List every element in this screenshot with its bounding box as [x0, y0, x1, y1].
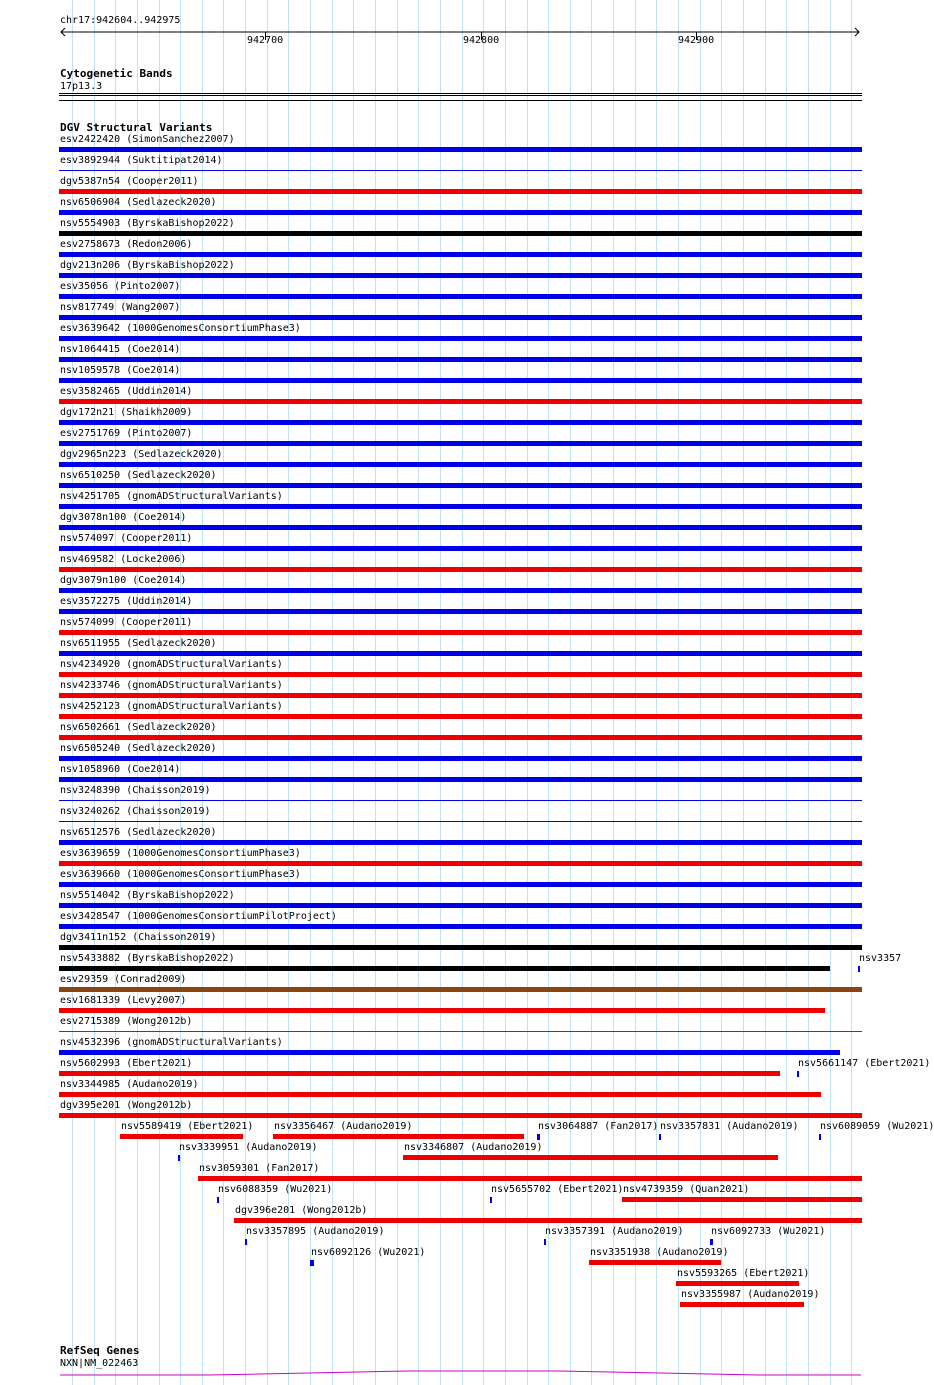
dgv-feature-bar[interactable] — [59, 504, 862, 509]
dgv-feature-label[interactable]: nsv3355987 (Audano2019) — [681, 1289, 820, 1300]
dgv-feature-label[interactable]: nsv5554903 (ByrskaBishop2022) — [60, 218, 235, 229]
dgv-feature-bar[interactable] — [59, 945, 862, 950]
dgv-feature-label[interactable]: nsv5602993 (Ebert2021) — [60, 1058, 193, 1069]
dgv-feature-label[interactable]: esv35056 (Pinto2007) — [60, 281, 181, 292]
dgv-feature-bar[interactable] — [403, 1155, 778, 1160]
dgv-feature-bar[interactable] — [59, 378, 862, 383]
dgv-feature-bar[interactable] — [59, 315, 862, 320]
dgv-feature-bar[interactable] — [273, 1134, 524, 1139]
dgv-feature-bar[interactable] — [659, 1134, 661, 1140]
dgv-feature-bar[interactable] — [178, 1155, 180, 1161]
dgv-feature-bar[interactable] — [59, 252, 862, 257]
dgv-feature-label[interactable]: nsv1058960 (Coe2014) — [60, 764, 181, 775]
dgv-feature-bar[interactable] — [59, 336, 862, 341]
dgv-feature-label[interactable]: nsv3339951 (Audano2019) — [179, 1142, 318, 1153]
dgv-feature-bar[interactable] — [234, 1218, 862, 1223]
dgv-feature-bar[interactable] — [59, 903, 862, 908]
dgv-feature-bar[interactable] — [59, 588, 862, 593]
dgv-feature-label[interactable]: dgv3411n152 (Chaisson2019) — [60, 932, 217, 943]
dgv-feature-label[interactable]: nsv574099 (Cooper2011) — [60, 617, 193, 628]
dgv-feature-label[interactable]: nsv6511955 (Sedlazeck2020) — [60, 638, 217, 649]
dgv-feature-bar[interactable] — [59, 821, 862, 822]
dgv-feature-bar[interactable] — [59, 1092, 821, 1097]
dgv-feature-label[interactable]: nsv5593265 (Ebert2021) — [677, 1268, 810, 1279]
dgv-feature-bar[interactable] — [310, 1260, 314, 1266]
dgv-feature-bar[interactable] — [59, 170, 862, 171]
dgv-feature-bar[interactable] — [59, 1113, 862, 1118]
refseq-track-title[interactable]: RefSeq Genes — [60, 1344, 140, 1357]
dgv-feature-label[interactable]: nsv3357895 (Audano2019) — [246, 1226, 385, 1237]
dgv-feature-label[interactable]: nsv3357391 (Audano2019) — [545, 1226, 684, 1237]
dgv-feature-label[interactable]: nsv3059301 (Fan2017) — [199, 1163, 320, 1174]
cytoband-line — [59, 95, 862, 96]
dgv-feature-label[interactable]: esv3892944 (Suktitipat2014) — [60, 155, 223, 166]
dgv-feature-bar[interactable] — [59, 294, 862, 299]
dgv-feature-label[interactable]: nsv5514042 (ByrskaBishop2022) — [60, 890, 235, 901]
refseq-gene-label[interactable]: NXN|NM_022463 — [60, 1358, 139, 1369]
dgv-feature-label[interactable]: nsv4252123 (gnomADStructuralVariants) — [60, 701, 283, 712]
dgv-feature-label[interactable]: esv1681339 (Levy2007) — [60, 995, 187, 1006]
dgv-feature-label[interactable]: esv29359 (Conrad2009) — [60, 974, 187, 985]
dgv-feature-bar[interactable] — [858, 966, 860, 972]
dgv-feature-bar[interactable] — [59, 189, 862, 194]
dgv-feature-label[interactable]: esv3572275 (Uddin2014) — [60, 596, 193, 607]
cytoband-track-title[interactable]: Cytogenetic Bands — [60, 67, 173, 80]
dgv-feature-bar[interactable] — [537, 1134, 540, 1140]
track-divider — [59, 100, 862, 101]
dgv-feature-label[interactable]: nsv6502661 (Sedlazeck2020) — [60, 722, 217, 733]
dgv-feature-bar[interactable] — [245, 1239, 247, 1245]
dgv-feature-label[interactable]: nsv1064415 (Coe2014) — [60, 344, 181, 355]
dgv-feature-bar[interactable] — [59, 651, 862, 656]
ruler-tick-label: 942900 — [678, 35, 715, 46]
dgv-feature-label[interactable]: nsv5661147 (Ebert2021) — [798, 1058, 931, 1069]
dgv-feature-label[interactable]: nsv3344985 (Audano2019) — [60, 1079, 199, 1090]
dgv-feature-bar[interactable] — [59, 861, 862, 866]
dgv-feature-bar[interactable] — [59, 672, 862, 677]
dgv-feature-label[interactable]: esv3428547 (1000GenomesConsortiumPilotProject) — [60, 911, 337, 922]
cytoband-line — [59, 93, 862, 94]
dgv-feature-label[interactable]: esv3639642 (1000GenomesConsortiumPhase3) — [60, 323, 301, 334]
dgv-feature-bar[interactable] — [490, 1197, 492, 1203]
dgv-feature-bar[interactable] — [59, 546, 862, 551]
dgv-feature-label[interactable]: nsv574097 (Cooper2011) — [60, 533, 193, 544]
dgv-feature-label[interactable]: nsv1059578 (Coe2014) — [60, 365, 181, 376]
dgv-feature-bar[interactable] — [217, 1197, 219, 1203]
dgv-feature-label[interactable]: dgv396e201 (Wong2012b) — [235, 1205, 368, 1216]
dgv-feature-label[interactable]: nsv3240262 (Chaisson2019) — [60, 806, 211, 817]
dgv-feature-bar[interactable] — [59, 273, 862, 278]
dgv-feature-label[interactable]: esv3639659 (1000GenomesConsortiumPhase3) — [60, 848, 301, 859]
dgv-feature-bar[interactable] — [59, 800, 862, 801]
dgv-feature-bar[interactable] — [59, 420, 862, 425]
dgv-feature-label[interactable]: nsv6089059 (Wu2021) — [820, 1121, 934, 1132]
dgv-feature-label[interactable]: nsv3357 — [859, 953, 902, 964]
dgv-feature-label[interactable]: nsv4532396 (gnomADStructuralVariants) — [60, 1037, 283, 1048]
dgv-feature-label[interactable]: nsv3357831 (Audano2019) — [660, 1121, 799, 1132]
dgv-feature-bar[interactable] — [676, 1281, 799, 1286]
dgv-feature-bar[interactable] — [59, 147, 862, 152]
dgv-feature-label[interactable]: nsv3346807 (Audano2019) — [404, 1142, 543, 1153]
dgv-feature-bar[interactable] — [59, 1071, 780, 1076]
dgv-feature-bar[interactable] — [544, 1239, 546, 1245]
dgv-feature-label[interactable]: nsv4234920 (gnomADStructuralVariants) — [60, 659, 283, 670]
dgv-feature-bar[interactable] — [59, 210, 862, 215]
dgv-feature-label[interactable]: dgv5387n54 (Cooper2011) — [60, 176, 199, 187]
dgv-feature-bar[interactable] — [797, 1071, 799, 1077]
dgv-feature-label[interactable]: nsv6510250 (Sedlazeck2020) — [60, 470, 217, 481]
ruler-position-label: chr17:942604..942975 — [60, 15, 181, 26]
dgv-feature-label[interactable]: esv2758673 (Redon2006) — [60, 239, 193, 250]
dgv-feature-bar[interactable] — [589, 1260, 721, 1265]
ruler-tick-label: 942700 — [247, 35, 284, 46]
dgv-feature-bar[interactable] — [819, 1134, 821, 1140]
dgv-feature-label[interactable]: esv3582465 (Uddin2014) — [60, 386, 193, 397]
dgv-feature-bar[interactable] — [622, 1197, 862, 1202]
dgv-feature-bar[interactable] — [59, 924, 862, 929]
refseq-gene-line[interactable] — [59, 1368, 863, 1378]
dgv-feature-bar[interactable] — [59, 609, 862, 614]
dgv-feature-label[interactable]: dgv395e201 (Wong2012b) — [60, 1100, 193, 1111]
ruler-tick-label: 942800 — [463, 35, 500, 46]
dgv-feature-bar[interactable] — [59, 714, 862, 719]
dgv-feature-label[interactable]: esv2715389 (Wong2012b) — [60, 1016, 193, 1027]
dgv-feature-bar[interactable] — [59, 966, 830, 971]
dgv-feature-bar[interactable] — [680, 1302, 804, 1307]
dgv-feature-bar[interactable] — [59, 483, 862, 488]
dgv-feature-label[interactable]: nsv6506904 (Sedlazeck2020) — [60, 197, 217, 208]
dgv-feature-label[interactable]: nsv3351938 (Audano2019) — [590, 1247, 729, 1258]
dgv-feature-label[interactable]: nsv6512576 (Sedlazeck2020) — [60, 827, 217, 838]
dgv-feature-label[interactable]: nsv6092733 (Wu2021) — [711, 1226, 826, 1237]
dgv-feature-label[interactable]: esv2751769 (Pinto2007) — [60, 428, 193, 439]
dgv-feature-label[interactable]: nsv4251705 (gnomADStructuralVariants) — [60, 491, 283, 502]
dgv-feature-bar[interactable] — [59, 987, 862, 992]
dgv-feature-label[interactable]: nsv3248390 (Chaisson2019) — [60, 785, 211, 796]
dgv-feature-bar[interactable] — [59, 840, 862, 845]
cytoband-label: 17p13.3 — [60, 81, 103, 92]
dgv-feature-bar[interactable] — [59, 441, 862, 446]
dgv-feature-bar[interactable] — [59, 1008, 825, 1013]
dgv-feature-label[interactable]: esv2422420 (SimonSanchez2007) — [60, 134, 235, 145]
dgv-feature-label[interactable]: nsv3356467 (Audano2019) — [274, 1121, 413, 1132]
dgv-feature-label[interactable]: dgv213n206 (ByrskaBishop2022) — [60, 260, 235, 271]
dgv-feature-label[interactable]: nsv5655702 (Ebert2021) — [491, 1184, 624, 1195]
dgv-feature-label[interactable]: nsv3064887 (Fan2017) — [538, 1121, 659, 1132]
dgv-feature-bar[interactable] — [59, 567, 862, 572]
dgv-feature-label[interactable]: nsv6088359 (Wu2021) — [218, 1184, 333, 1195]
dgv-feature-label[interactable]: nsv4233746 (gnomADStructuralVariants) — [60, 680, 283, 691]
dgv-feature-bar[interactable] — [59, 693, 862, 698]
dgv-feature-label[interactable]: dgv3078n100 (Coe2014) — [60, 512, 187, 523]
dgv-feature-label[interactable]: nsv6092126 (Wu2021) — [311, 1247, 426, 1258]
dgv-feature-label[interactable]: dgv2965n223 (Sedlazeck2020) — [60, 449, 223, 460]
dgv-feature-label[interactable]: esv3639660 (1000GenomesConsortiumPhase3) — [60, 869, 301, 880]
ruler-axis — [59, 26, 863, 38]
dgv-feature-bar[interactable] — [59, 735, 862, 740]
dgv-feature-bar[interactable] — [59, 756, 862, 761]
dgv-track-title[interactable]: DGV Structural Variants — [60, 121, 213, 134]
dgv-feature-label[interactable]: dgv172n21 (Shaikh2009) — [60, 407, 193, 418]
dgv-feature-bar[interactable] — [59, 882, 862, 887]
dgv-feature-bar[interactable] — [59, 231, 862, 236]
dgv-feature-bar[interactable] — [710, 1239, 713, 1245]
dgv-feature-label[interactable]: nsv469582 (Locke2006) — [60, 554, 187, 565]
dgv-feature-bar[interactable] — [198, 1176, 862, 1181]
dgv-feature-bar[interactable] — [59, 357, 862, 362]
dgv-feature-label[interactable]: nsv4739359 (Quan2021) — [623, 1184, 750, 1195]
dgv-feature-label[interactable]: nsv6505240 (Sedlazeck2020) — [60, 743, 217, 754]
dgv-feature-bar[interactable] — [120, 1134, 243, 1139]
dgv-feature-label[interactable]: nsv817749 (Wang2007) — [60, 302, 181, 313]
dgv-feature-bar[interactable] — [59, 1050, 840, 1055]
dgv-feature-bar[interactable] — [59, 399, 862, 404]
dgv-feature-bar[interactable] — [59, 1031, 862, 1032]
dgv-feature-label[interactable]: nsv5433882 (ByrskaBishop2022) — [60, 953, 235, 964]
dgv-feature-bar[interactable] — [59, 777, 862, 782]
dgv-feature-bar[interactable] — [59, 630, 862, 635]
dgv-feature-bar[interactable] — [59, 462, 862, 467]
dgv-feature-label[interactable]: dgv3079n100 (Coe2014) — [60, 575, 187, 586]
dgv-feature-label[interactable]: nsv5589419 (Ebert2021) — [121, 1121, 254, 1132]
dgv-feature-bar[interactable] — [59, 525, 862, 530]
